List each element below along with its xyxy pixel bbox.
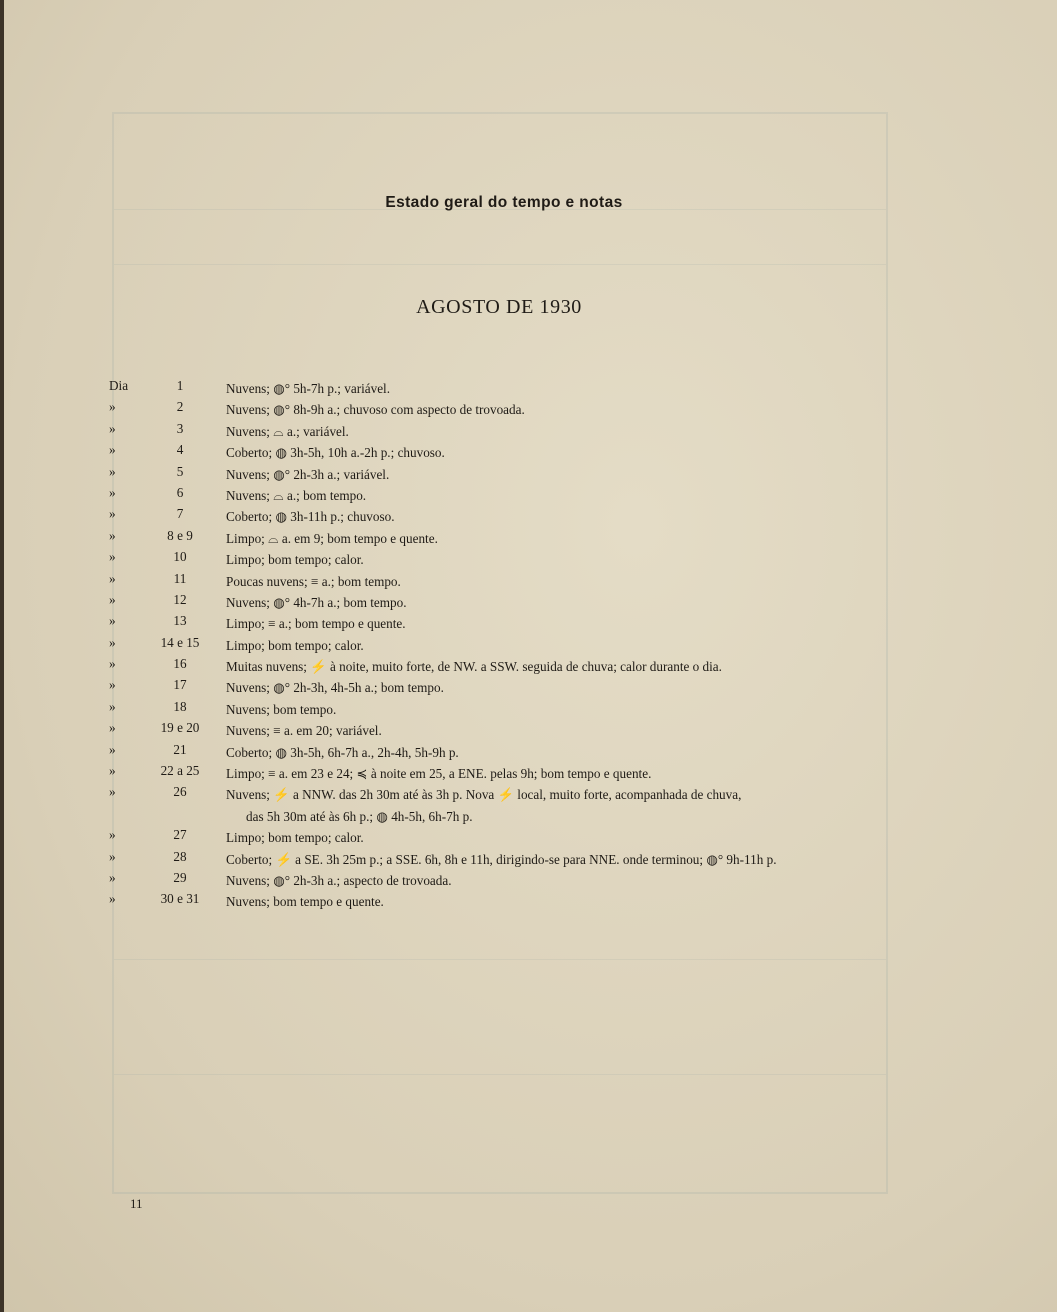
- day-number: 12: [173, 591, 187, 607]
- row-label: »: [109, 527, 116, 543]
- row-label: »: [109, 634, 116, 650]
- list-item: [4, 635, 1044, 656]
- row-label: »: [109, 656, 116, 672]
- weather-note-text: Limpo; ≡ a.; bom tempo e quente.: [226, 616, 406, 632]
- row-label: »: [109, 484, 116, 500]
- list-item: [4, 378, 1044, 399]
- day-number: 14 e 15: [160, 634, 200, 650]
- weather-note: [226, 656, 722, 677]
- weather-note-text: Coberto; ⚡ a SE. 3h 25m p.; a SSE. 6h, 8h e 11h, dirigindo-se para NNE. onde terminou; ◍° 9h-11h p.: [226, 851, 777, 867]
- weather-note-text: Coberto; ◍ 3h-11h p.; chuvoso.: [226, 509, 395, 525]
- weather-note-text: Coberto; ◍ 3h-5h, 6h-7h a., 2h-4h, 5h-9h p.: [226, 744, 459, 760]
- list-item: [4, 506, 1044, 527]
- weather-note: [226, 528, 438, 549]
- row-label: »: [109, 570, 116, 586]
- month-title: AGOSTO DE 1930: [416, 296, 582, 318]
- weather-note-text: Nuvens; ◍° 4h-7h a.; bom tempo.: [226, 594, 407, 610]
- row-label: »: [109, 784, 116, 800]
- weather-note-text: Nuvens; ⌓ a.; bom tempo.: [226, 487, 367, 503]
- weather-note-text: Nuvens; ≡ a. em 20; variável.: [226, 723, 382, 739]
- list-item: [4, 656, 1044, 677]
- row-label: »: [109, 891, 116, 907]
- day-number: 18: [173, 698, 187, 714]
- weather-note: [226, 571, 401, 592]
- row-label: »: [109, 549, 116, 565]
- day-number: 8 e 9: [167, 527, 193, 543]
- page-number: 11: [130, 1196, 143, 1211]
- weather-note: [226, 421, 349, 442]
- weather-note-text: Nuvens; ◍° 2h-3h, 4h-5h a.; bom tempo.: [226, 680, 444, 696]
- list-item: [4, 485, 1044, 506]
- row-label: »: [109, 613, 116, 629]
- day-number: 4: [176, 442, 184, 458]
- list-item: [4, 421, 1044, 442]
- weather-note-text: Limpo; bom tempo; calor.: [226, 637, 364, 653]
- weather-note: [226, 742, 459, 763]
- day-number: 29: [173, 870, 187, 885]
- weather-note: [226, 464, 389, 485]
- list-item: [4, 677, 1044, 698]
- day-number: 17: [173, 677, 187, 693]
- weather-note: [226, 784, 741, 827]
- weather-note-text: Limpo; bom tempo; calor.: [226, 830, 364, 846]
- row-label: »: [109, 763, 116, 779]
- list-item: [4, 870, 1044, 891]
- weather-note-text: Nuvens; ◍° 2h-3h a.; aspecto de trovoada.: [226, 873, 452, 888]
- weather-note-text: Coberto; ◍ 3h-5h, 10h a.-2h p.; chuvoso.: [226, 445, 445, 461]
- list-item: [4, 442, 1044, 463]
- weather-note: [226, 870, 452, 891]
- row-label: »: [109, 506, 116, 522]
- day-number: 13: [173, 613, 187, 629]
- weather-note-text: Limpo; ⌓ a. em 9; bom tempo e quente.: [226, 530, 438, 546]
- day-number: 16: [173, 656, 187, 672]
- list-item: [4, 549, 1044, 570]
- weather-note-text: Muitas nuvens; ⚡ à noite, muito forte, de NW. a SSW. seguida de chuva; calor durante o dia.: [226, 659, 722, 675]
- weather-note: [226, 763, 651, 784]
- weather-note: [226, 549, 364, 570]
- day-number: 7: [176, 506, 184, 522]
- row-label: »: [109, 591, 116, 607]
- list-item: [4, 464, 1044, 485]
- day-number: 26: [173, 784, 187, 800]
- day-number: 3: [176, 420, 184, 436]
- day-number: 5: [176, 463, 184, 479]
- weather-note: [226, 677, 444, 698]
- section-title: Estado geral do tempo e notas: [385, 194, 623, 211]
- weather-note: [226, 891, 384, 912]
- list-item: [4, 742, 1044, 763]
- list-item: [4, 399, 1044, 420]
- list-item: [4, 763, 1044, 784]
- list-item: [4, 613, 1044, 634]
- list-item: [4, 720, 1044, 741]
- row-label: »: [109, 720, 116, 736]
- weather-note: [226, 613, 406, 634]
- day-number: 10: [173, 549, 187, 565]
- day-number: 28: [173, 848, 187, 864]
- day-number: 30 e 31: [160, 891, 200, 907]
- row-label: »: [109, 870, 116, 885]
- list-item: [4, 528, 1044, 549]
- weather-note: [226, 442, 445, 463]
- weather-note-text: Nuvens; ◍° 8h-9h a.; chuvoso com aspecto de trovoada.: [226, 402, 525, 418]
- weather-note: [226, 827, 364, 848]
- list-item: [4, 699, 1044, 720]
- list-item: [4, 849, 1044, 870]
- weather-note: [226, 485, 366, 506]
- weather-note-text: Nuvens; ⌓ a.; variável.: [226, 423, 349, 439]
- day-number: 1: [176, 378, 184, 393]
- weather-note: [226, 849, 777, 870]
- row-label: »: [109, 677, 116, 693]
- list-item: [4, 571, 1044, 592]
- day-number: 2: [176, 399, 184, 415]
- row-label: »: [109, 741, 116, 757]
- row-label: »: [109, 420, 116, 436]
- row-label: »: [109, 463, 116, 479]
- weather-note-text: Nuvens; ◍° 2h-3h a.; variável.: [226, 466, 390, 482]
- row-label: »: [109, 827, 116, 843]
- weather-note: [226, 592, 407, 613]
- list-item: [4, 827, 1044, 848]
- document-page: [4, 0, 1057, 1312]
- weather-note: [226, 720, 382, 741]
- weather-note-text: Limpo; ≡ a. em 23 e 24; ≼ à noite em 25, a ENE. pelas 9h; bom tempo e quente.: [226, 766, 652, 782]
- weather-note-text: Nuvens; ◍° 5h-7h p.; variável.: [226, 381, 391, 396]
- day-number: 22 a 25: [160, 763, 200, 779]
- row-label: »: [109, 399, 116, 415]
- weather-notes-list: [4, 378, 1044, 913]
- row-label: »: [109, 442, 116, 458]
- weather-note: [226, 699, 336, 720]
- weather-note-text: Limpo; bom tempo; calor.: [226, 552, 364, 568]
- row-label: »: [109, 698, 116, 714]
- weather-note-continuation: das 5h 30m até às 6h p.; ◍ 4h-5h, 6h-7h p.: [246, 808, 473, 824]
- day-number: 27: [173, 827, 187, 843]
- day-number: 11: [173, 570, 187, 586]
- weather-note: [226, 635, 364, 656]
- list-item: [4, 891, 1044, 912]
- weather-note-text: Nuvens; ⚡ a NNW. das 2h 30m até às 3h p. Nova ⚡ local, muito forte, acompanhada de chuva,: [226, 787, 742, 803]
- day-number: 6: [176, 484, 184, 500]
- list-item: [4, 592, 1044, 613]
- day-number: 19 e 20: [160, 720, 200, 736]
- weather-note-text: Nuvens; bom tempo.: [226, 701, 337, 717]
- weather-note: [226, 378, 390, 399]
- weather-note-text: Nuvens; bom tempo e quente.: [226, 894, 384, 910]
- row-label: Dia: [109, 378, 129, 393]
- row-label: »: [109, 848, 116, 864]
- weather-note-text: Poucas nuvens; ≡ a.; bom tempo.: [226, 573, 401, 589]
- weather-note: [226, 506, 395, 527]
- weather-note: [226, 399, 525, 420]
- day-number: 21: [173, 741, 187, 757]
- list-item: [4, 784, 1044, 827]
